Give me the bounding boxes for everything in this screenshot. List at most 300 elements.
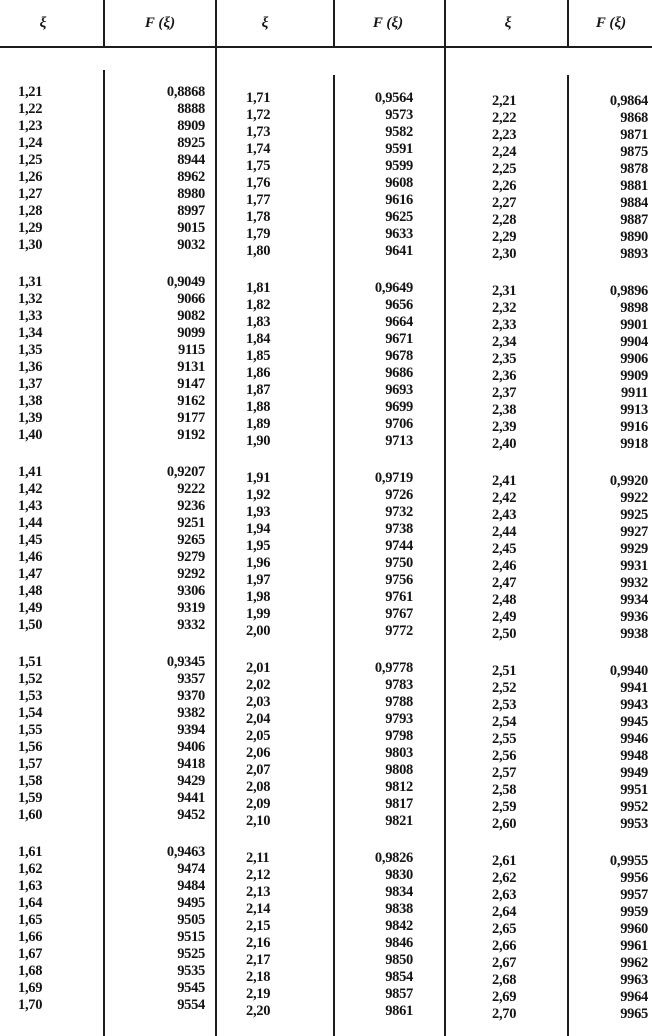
f-value: 9909: [620, 368, 648, 384]
xi-value: 1,93: [246, 504, 271, 520]
xi-value: 1,74: [246, 141, 271, 157]
xi-value: 1,69: [18, 980, 43, 996]
table-row: [0, 765, 652, 781]
table-row: [0, 989, 652, 1005]
f-value: 0,9778: [374, 660, 413, 676]
f-value: 0,9207: [166, 464, 205, 480]
xi-value: 2,17: [246, 952, 271, 968]
xi-value: 2,39: [492, 419, 517, 435]
xi-value: 1,61: [18, 844, 43, 860]
f-value: 9332: [177, 617, 205, 633]
xi-value: 2,16: [246, 935, 271, 951]
table-row: [0, 300, 652, 316]
f-value: 9812: [385, 779, 413, 795]
xi-value: 2,19: [246, 986, 271, 1002]
f-value: 9633: [385, 226, 413, 242]
f-value: 9222: [177, 481, 205, 497]
table-row: [0, 161, 652, 177]
xi-value: 1,54: [18, 705, 43, 721]
table-row: [0, 714, 652, 730]
xi-value: 1,44: [18, 515, 43, 531]
xi-value: 1,35: [18, 342, 43, 358]
f-value: 9938: [620, 626, 648, 642]
xi-value: 1,55: [18, 722, 43, 738]
xi-value: 1,68: [18, 963, 43, 979]
f-value: 9319: [177, 600, 205, 616]
xi-value: 1,42: [18, 481, 43, 497]
xi-value: 2,56: [492, 748, 517, 764]
xi-value: 2,55: [492, 731, 517, 747]
xi-value: 1,38: [18, 393, 43, 409]
xi-value: 1,72: [246, 107, 271, 123]
xi-value: 1,60: [18, 807, 43, 823]
table-row: [0, 697, 652, 713]
table-row: [0, 110, 652, 126]
table-row: [0, 93, 652, 109]
xi-value: 1,30: [18, 237, 43, 253]
xi-value: 1,52: [18, 671, 43, 687]
column-divider: [333, 0, 335, 46]
xi-value: 2,57: [492, 765, 517, 781]
xi-value: 1,43: [18, 498, 43, 514]
f-value: 9834: [385, 884, 413, 900]
f-value: 9545: [177, 980, 205, 996]
table-row: [0, 816, 652, 832]
table-row: [0, 592, 652, 608]
f-value: 9099: [177, 325, 205, 341]
xi-value: 1,77: [246, 192, 271, 208]
f-value: 0,9864: [609, 93, 648, 109]
f-value: 9861: [385, 1003, 413, 1019]
f-value: 9656: [385, 297, 413, 313]
xi-value: 2,48: [492, 592, 517, 608]
f-value: 9949: [620, 765, 648, 781]
f-value: 9945: [620, 714, 648, 730]
f-value: 9959: [620, 904, 648, 920]
xi-value: 2,38: [492, 402, 517, 418]
xi-value: 1,94: [246, 521, 271, 537]
f-value: 9535: [177, 963, 205, 979]
xi-value: 1,95: [246, 538, 271, 554]
xi-value: 1,21: [18, 84, 43, 100]
f-value: 9726: [385, 487, 413, 503]
f-value: 9854: [385, 969, 413, 985]
table-row: [0, 870, 652, 886]
f-value: 0,9564: [374, 90, 413, 106]
xi-value: 2,27: [492, 195, 517, 211]
f-value: 9957: [620, 887, 648, 903]
table-row: [0, 938, 652, 954]
f-value: 8925: [177, 135, 205, 151]
table-row: [0, 436, 652, 452]
f-value: 9941: [620, 680, 648, 696]
xi-value: 1,32: [18, 291, 43, 307]
xi-value: 2,64: [492, 904, 517, 920]
f-value: 9793: [385, 711, 413, 727]
xi-value: 2,53: [492, 697, 517, 713]
f-value: 9767: [385, 606, 413, 622]
f-value: 9756: [385, 572, 413, 588]
f-value: 9370: [177, 688, 205, 704]
xi-value: 1,67: [18, 946, 43, 962]
table-row: [0, 212, 652, 228]
table-row: [0, 385, 652, 401]
xi-value: 1,25: [18, 152, 43, 168]
xi-value: 2,37: [492, 385, 517, 401]
xi-value: 1,76: [246, 175, 271, 191]
xi-value: 2,65: [492, 921, 517, 937]
xi-value: 1,92: [246, 487, 271, 503]
xi-value: 1,78: [246, 209, 271, 225]
f-value: 0,9955: [609, 853, 648, 869]
f-value: 8980: [177, 186, 205, 202]
table-row: [0, 1006, 652, 1022]
xi-value: 2,45: [492, 541, 517, 557]
f-value: 9890: [620, 229, 648, 245]
xi-value: 2,51: [492, 663, 517, 679]
xi-value: 1,65: [18, 912, 43, 928]
f-value: 9943: [620, 697, 648, 713]
xi-value: 2,40: [492, 436, 517, 452]
xi-value: 1,53: [18, 688, 43, 704]
xi-value: 2,36: [492, 368, 517, 384]
f-value: 9693: [385, 382, 413, 398]
table-row: [0, 490, 652, 506]
xi-value: 1,27: [18, 186, 43, 202]
f-value: 9591: [385, 141, 413, 157]
xi-value: 2,09: [246, 796, 271, 812]
xi-value: 1,97: [246, 572, 271, 588]
xi-value: 1,29: [18, 220, 43, 236]
xi-value: 2,07: [246, 762, 271, 778]
f-value: 9904: [620, 334, 648, 350]
f-value: 9750: [385, 555, 413, 571]
f-value: 9956: [620, 870, 648, 886]
xi-value: 1,47: [18, 566, 43, 582]
column-divider: [567, 0, 569, 46]
f-value: 9803: [385, 745, 413, 761]
xi-value: 2,20: [246, 1003, 271, 1019]
f-value: 9738: [385, 521, 413, 537]
xi-value: 1,85: [246, 348, 271, 364]
xi-value: 2,04: [246, 711, 271, 727]
xi-value: 1,73: [246, 124, 271, 140]
xi-value: 2,23: [492, 127, 517, 143]
table-row: [0, 195, 652, 211]
xi-value: 2,00: [246, 623, 271, 639]
f-value: 9881: [620, 178, 648, 194]
f-value: 9625: [385, 209, 413, 225]
f-value: 9898: [620, 300, 648, 316]
f-value: 0,9826: [374, 850, 413, 866]
table-row: [0, 955, 652, 971]
f-value: 9406: [177, 739, 205, 755]
f-value: 0,9049: [166, 274, 205, 290]
f-value: 9484: [177, 878, 205, 894]
f-value: 9911: [621, 385, 648, 401]
xi-value: 1,87: [246, 382, 271, 398]
xi-value: 2,08: [246, 779, 271, 795]
f-value: 9934: [620, 592, 648, 608]
f-value: 9573: [385, 107, 413, 123]
f-value: 9582: [385, 124, 413, 140]
table-row: [0, 127, 652, 143]
f-value: 9925: [620, 507, 648, 523]
f-value: 9936: [620, 609, 648, 625]
table-row: [0, 887, 652, 903]
xi-value: 2,41: [492, 473, 517, 489]
xi-value: 2,02: [246, 677, 271, 693]
xi-value: 1,41: [18, 464, 43, 480]
f-value: 9015: [177, 220, 205, 236]
f-value: 9066: [177, 291, 205, 307]
xi-value: 2,44: [492, 524, 517, 540]
f-value: 9922: [620, 490, 648, 506]
xi-value: 2,61: [492, 853, 517, 869]
f-value: 9788: [385, 694, 413, 710]
f-value: 9948: [620, 748, 648, 764]
f-value: 9875: [620, 144, 648, 160]
f-value: 9429: [177, 773, 205, 789]
f-value: 9946: [620, 731, 648, 747]
f-value: 9671: [385, 331, 413, 347]
col-header-f-1: F (ξ): [144, 15, 176, 31]
xi-value: 1,83: [246, 314, 271, 330]
f-value: 9953: [620, 816, 648, 832]
f-value: 9901: [620, 317, 648, 333]
table-row: [0, 178, 652, 194]
f-value: 9906: [620, 351, 648, 367]
f-value: 9964: [620, 989, 648, 1005]
table-row: [0, 317, 652, 333]
xi-value: 1,89: [246, 416, 271, 432]
xi-value: 1,45: [18, 532, 43, 548]
f-value: 9686: [385, 365, 413, 381]
f-value: 9608: [385, 175, 413, 191]
table-row: [0, 853, 652, 869]
f-value: 9678: [385, 348, 413, 364]
table-row: [0, 402, 652, 418]
xi-value: 1,49: [18, 600, 43, 616]
table-row: [0, 541, 652, 557]
xi-value: 1,34: [18, 325, 43, 341]
xi-value: 2,21: [492, 93, 517, 109]
xi-value: 2,54: [492, 714, 517, 730]
xi-value: 2,28: [492, 212, 517, 228]
f-value: 9821: [385, 813, 413, 829]
f-value: 9830: [385, 867, 413, 883]
table-row: [0, 731, 652, 747]
xi-value: 2,35: [492, 351, 517, 367]
xi-value: 2,05: [246, 728, 271, 744]
xi-value: 2,67: [492, 955, 517, 971]
f-value: 9265: [177, 532, 205, 548]
f-value: 9032: [177, 237, 205, 253]
xi-value: 1,62: [18, 861, 43, 877]
xi-value: 1,57: [18, 756, 43, 772]
f-value: 9162: [177, 393, 205, 409]
f-value: 0,9719: [374, 470, 413, 486]
table-row: [0, 799, 652, 815]
xi-value: 2,66: [492, 938, 517, 954]
xi-value: 1,84: [246, 331, 271, 347]
f-value: 8944: [177, 152, 205, 168]
xi-value: 1,51: [18, 654, 43, 670]
table-row: [0, 748, 652, 764]
xi-value: 2,18: [246, 969, 271, 985]
f-value: 0,9896: [609, 283, 648, 299]
f-value: 9131: [177, 359, 205, 375]
col-header-xi-3: ξ: [504, 15, 512, 31]
f-value: 9664: [385, 314, 413, 330]
table-row: [0, 334, 652, 350]
f-value: 9772: [385, 623, 413, 639]
f-value: 8997: [177, 203, 205, 219]
col-header-xi-1: ξ: [39, 15, 47, 31]
f-value: 9951: [620, 782, 648, 798]
f-value: 9236: [177, 498, 205, 514]
xi-value: 2,50: [492, 626, 517, 642]
xi-value: 2,22: [492, 110, 517, 126]
f-value: 0,9940: [609, 663, 648, 679]
f-value: 9192: [177, 427, 205, 443]
table-row: [0, 663, 652, 679]
f-value: 9306: [177, 583, 205, 599]
f-value: 0,9920: [609, 473, 648, 489]
f-value: 9817: [385, 796, 413, 812]
f-value: 9783: [385, 677, 413, 693]
xi-value: 1,50: [18, 617, 43, 633]
xi-value: 2,52: [492, 680, 517, 696]
f-value: 9452: [177, 807, 205, 823]
f-value: 0,8868: [166, 84, 205, 100]
xi-value: 2,31: [492, 283, 517, 299]
xi-value: 1,56: [18, 739, 43, 755]
xi-value: 2,46: [492, 558, 517, 574]
xi-value: 2,43: [492, 507, 517, 523]
xi-value: 2,47: [492, 575, 517, 591]
xi-value: 2,33: [492, 317, 517, 333]
f-value: 9846: [385, 935, 413, 951]
xi-value: 1,79: [246, 226, 271, 242]
f-value: 9732: [385, 504, 413, 520]
xi-value: 1,26: [18, 169, 43, 185]
f-value: 9871: [620, 127, 648, 143]
table-row: [0, 368, 652, 384]
table-row: [0, 904, 652, 920]
table-row: [0, 524, 652, 540]
f-value: 9927: [620, 524, 648, 540]
f-value: 9931: [620, 558, 648, 574]
table-row: [0, 229, 652, 245]
xi-value: 1,37: [18, 376, 43, 392]
f-value: 8962: [177, 169, 205, 185]
f-value: 0,9345: [166, 654, 205, 670]
xi-value: 2,26: [492, 178, 517, 194]
table-row: [0, 782, 652, 798]
f-value: 9251: [177, 515, 205, 531]
xi-value: 2,34: [492, 334, 517, 350]
xi-value: 1,59: [18, 790, 43, 806]
xi-value: 1,90: [246, 433, 271, 449]
xi-value: 1,98: [246, 589, 271, 605]
table-row: [0, 507, 652, 523]
f-value: 9082: [177, 308, 205, 324]
xi-value: 2,15: [246, 918, 271, 934]
xi-value: 2,32: [492, 300, 517, 316]
table-row: [0, 144, 652, 160]
f-value: 0,9649: [374, 280, 413, 296]
f-value: 9641: [385, 243, 413, 259]
xi-value: 1,58: [18, 773, 43, 789]
f-value: 9474: [177, 861, 205, 877]
table-row: [0, 283, 652, 299]
xi-value: 2,62: [492, 870, 517, 886]
xi-value: 2,12: [246, 867, 271, 883]
table-row: [0, 972, 652, 988]
xi-value: 2,01: [246, 660, 271, 676]
xi-value: 2,10: [246, 813, 271, 829]
xi-value: 2,29: [492, 229, 517, 245]
xi-value: 1,24: [18, 135, 43, 151]
xi-value: 1,96: [246, 555, 271, 571]
xi-value: 1,99: [246, 606, 271, 622]
xi-value: 2,69: [492, 989, 517, 1005]
xi-value: 1,48: [18, 583, 43, 599]
xi-value: 1,71: [246, 90, 271, 106]
f-value: 9599: [385, 158, 413, 174]
header-divider: [0, 46, 652, 48]
xi-value: 1,31: [18, 274, 43, 290]
f-value: 9960: [620, 921, 648, 937]
f-value: 9292: [177, 566, 205, 582]
f-value: 9868: [620, 110, 648, 126]
table-row: [0, 575, 652, 591]
f-value: 8909: [177, 118, 205, 134]
xi-value: 1,75: [246, 158, 271, 174]
f-value: 9929: [620, 541, 648, 557]
f-value: 9798: [385, 728, 413, 744]
table-row: [0, 351, 652, 367]
f-value: 9418: [177, 756, 205, 772]
table-row: [0, 609, 652, 625]
xi-value: 2,49: [492, 609, 517, 625]
xi-value: 2,24: [492, 144, 517, 160]
f-value: 9699: [385, 399, 413, 415]
xi-value: 2,70: [492, 1006, 517, 1022]
xi-value: 2,68: [492, 972, 517, 988]
xi-value: 1,88: [246, 399, 271, 415]
table-row: [0, 473, 652, 489]
f-value: 9357: [177, 671, 205, 687]
f-value: 9441: [177, 790, 205, 806]
xi-value: 2,63: [492, 887, 517, 903]
xi-value: 1,70: [18, 997, 43, 1013]
f-value: 9394: [177, 722, 205, 738]
col-header-f-3: F (ξ): [595, 15, 627, 31]
f-value: 9893: [620, 246, 648, 262]
f-value: 9932: [620, 575, 648, 591]
f-value: 9918: [620, 436, 648, 452]
xi-value: 2,03: [246, 694, 271, 710]
f-value: 9713: [385, 433, 413, 449]
xi-value: 2,60: [492, 816, 517, 832]
f-value: 9515: [177, 929, 205, 945]
f-value: 9887: [620, 212, 648, 228]
f-value: 8888: [177, 101, 205, 117]
f-value: 9706: [385, 416, 413, 432]
table-row: [0, 558, 652, 574]
